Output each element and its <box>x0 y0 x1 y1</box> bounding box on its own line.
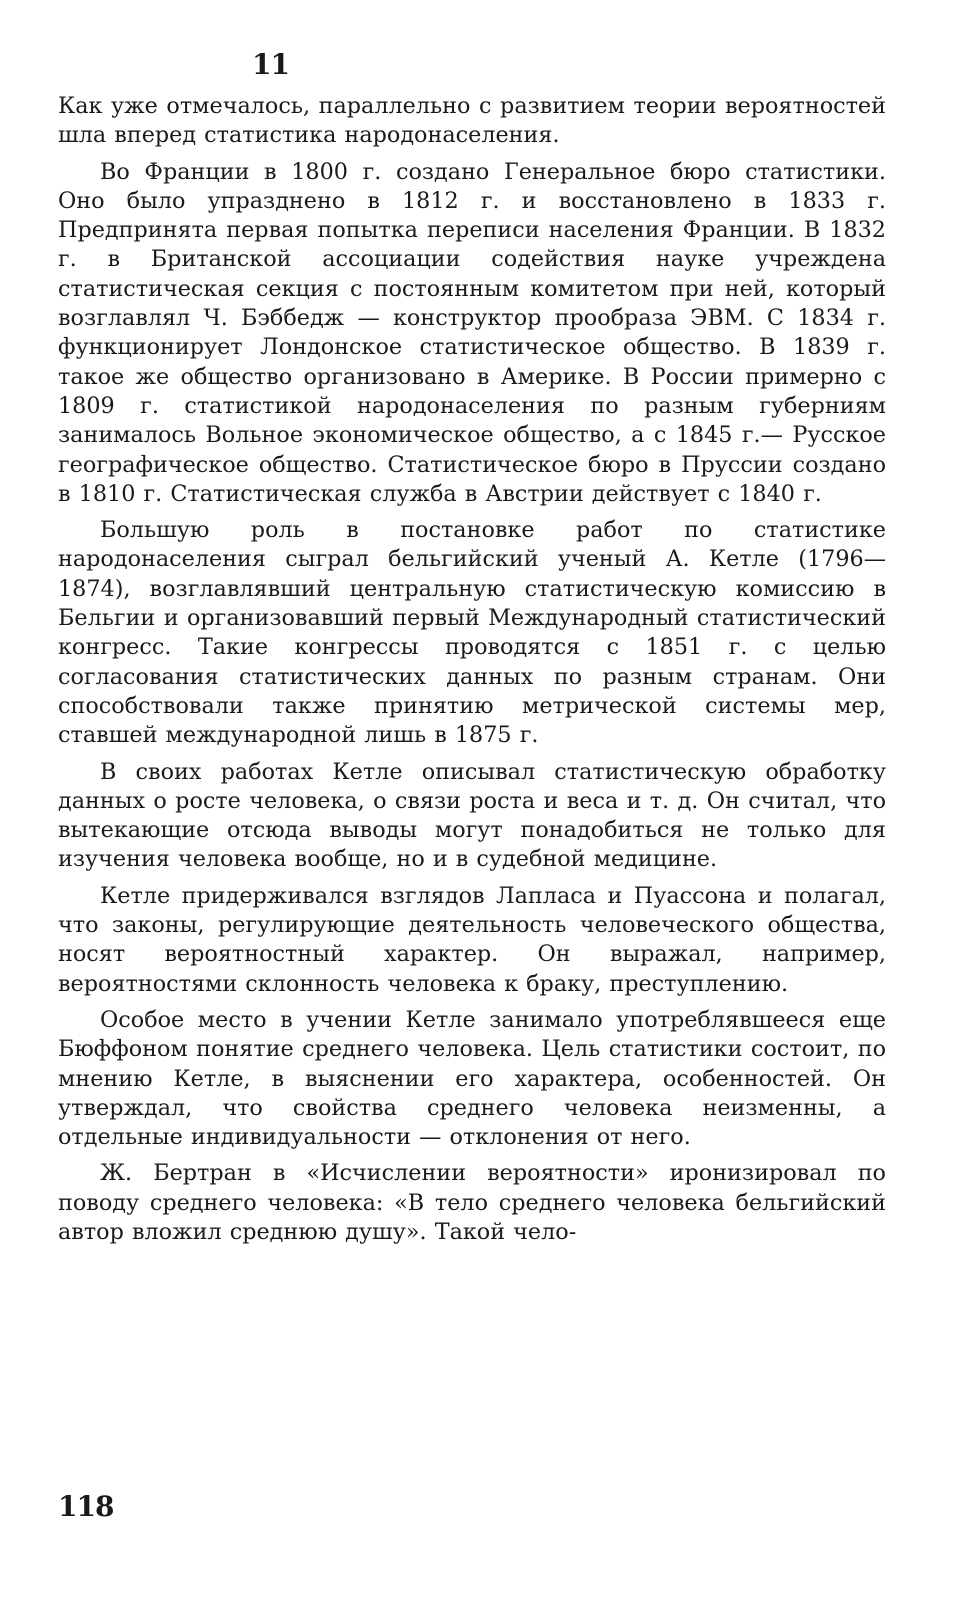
body-text <box>58 92 886 1254</box>
page-number: 118 <box>58 1490 114 1523</box>
paragraph-laplace-poisson: Кетле придерживался взглядов Лапласа и Пуассона и полагал, что законы, регулирующие деятельность человеческого общества, носят вероятностный характер. Он выражал, например, вероятностями склонность человека к браку, преступлению. <box>58 882 886 997</box>
paragraph-quetelet-works: В своих работах Кетле описывал статистическую обработку данных о росте человека, о связи роста и веса и т. д. Он считал, что вытекающие отсюда выводы могут понадобиться не только для изучения человека вообще, но и в судебной медицине. <box>58 758 886 873</box>
paragraph-bertrand: Ж. Бертран в «Исчислении вероятности» иронизировал по поводу среднего человека: «В тело среднего человека бельгийский автор вложил среднюю душу». Такой чело- <box>58 1160 886 1245</box>
paragraph-quetelet-role: Большую роль в постановке работ по статистике народонаселения сыграл бельгийский ученый А. Кетле (1796—1874), возглавлявший центральную статистическую комиссию в Бельгии и организовавший первый Международный статистический конгресс. Такие конгрессы проводятся с 1851 г. с целью согласования статистических данных по разным странам. Они способствовали также принятию метрической системы мер, ставшей международной лишь в 1875 г. <box>58 517 886 749</box>
book-page <box>58 42 886 1582</box>
section-number: 11 <box>252 48 289 81</box>
paragraph-average-man: Особое место в учении Кетле занимало употреблявшееся еще Бюффоном понятие среднего человека. Цель статистики состоит, по мнению Кетле, в выяснении его характера, особенностей. Он утверждал, что свойства среднего человека неизменны, а отдельные индивидуальности — отклонения от него. <box>58 1006 886 1151</box>
paragraph-france-statistics: Во Франции в 1800 г. создано Генеральное бюро статистики. Оно было упразднено в 1812 г. и восстановлено в 1833 г. Предпринята первая попытка переписи населения Франции. В 1832 г. в Британской ассоциации содействия науке учреждена статистическая секция с постоянным комитетом при ней, который возглавлял Ч. Бэббедж — конструктор прообраза ЭВМ. С 1834 г. функционирует Лондонское статистическое общество. В 1839 г. такое же общество организовано в Америке. В России примерно с 1809 г. статистикой народонаселения по разным губерниям занималось Вольное экономическое общество, а с 1845 г.— Русское географическое общество. Статистическое бюро в Пруссии создано в 1810 г. Статистическая служба в Австрии действует с 1840 г. <box>58 158 886 507</box>
paragraph-intro: Как уже отмечалось, параллельно с развитием теории вероятностей шла вперед статистика народонаселения. <box>58 93 886 149</box>
